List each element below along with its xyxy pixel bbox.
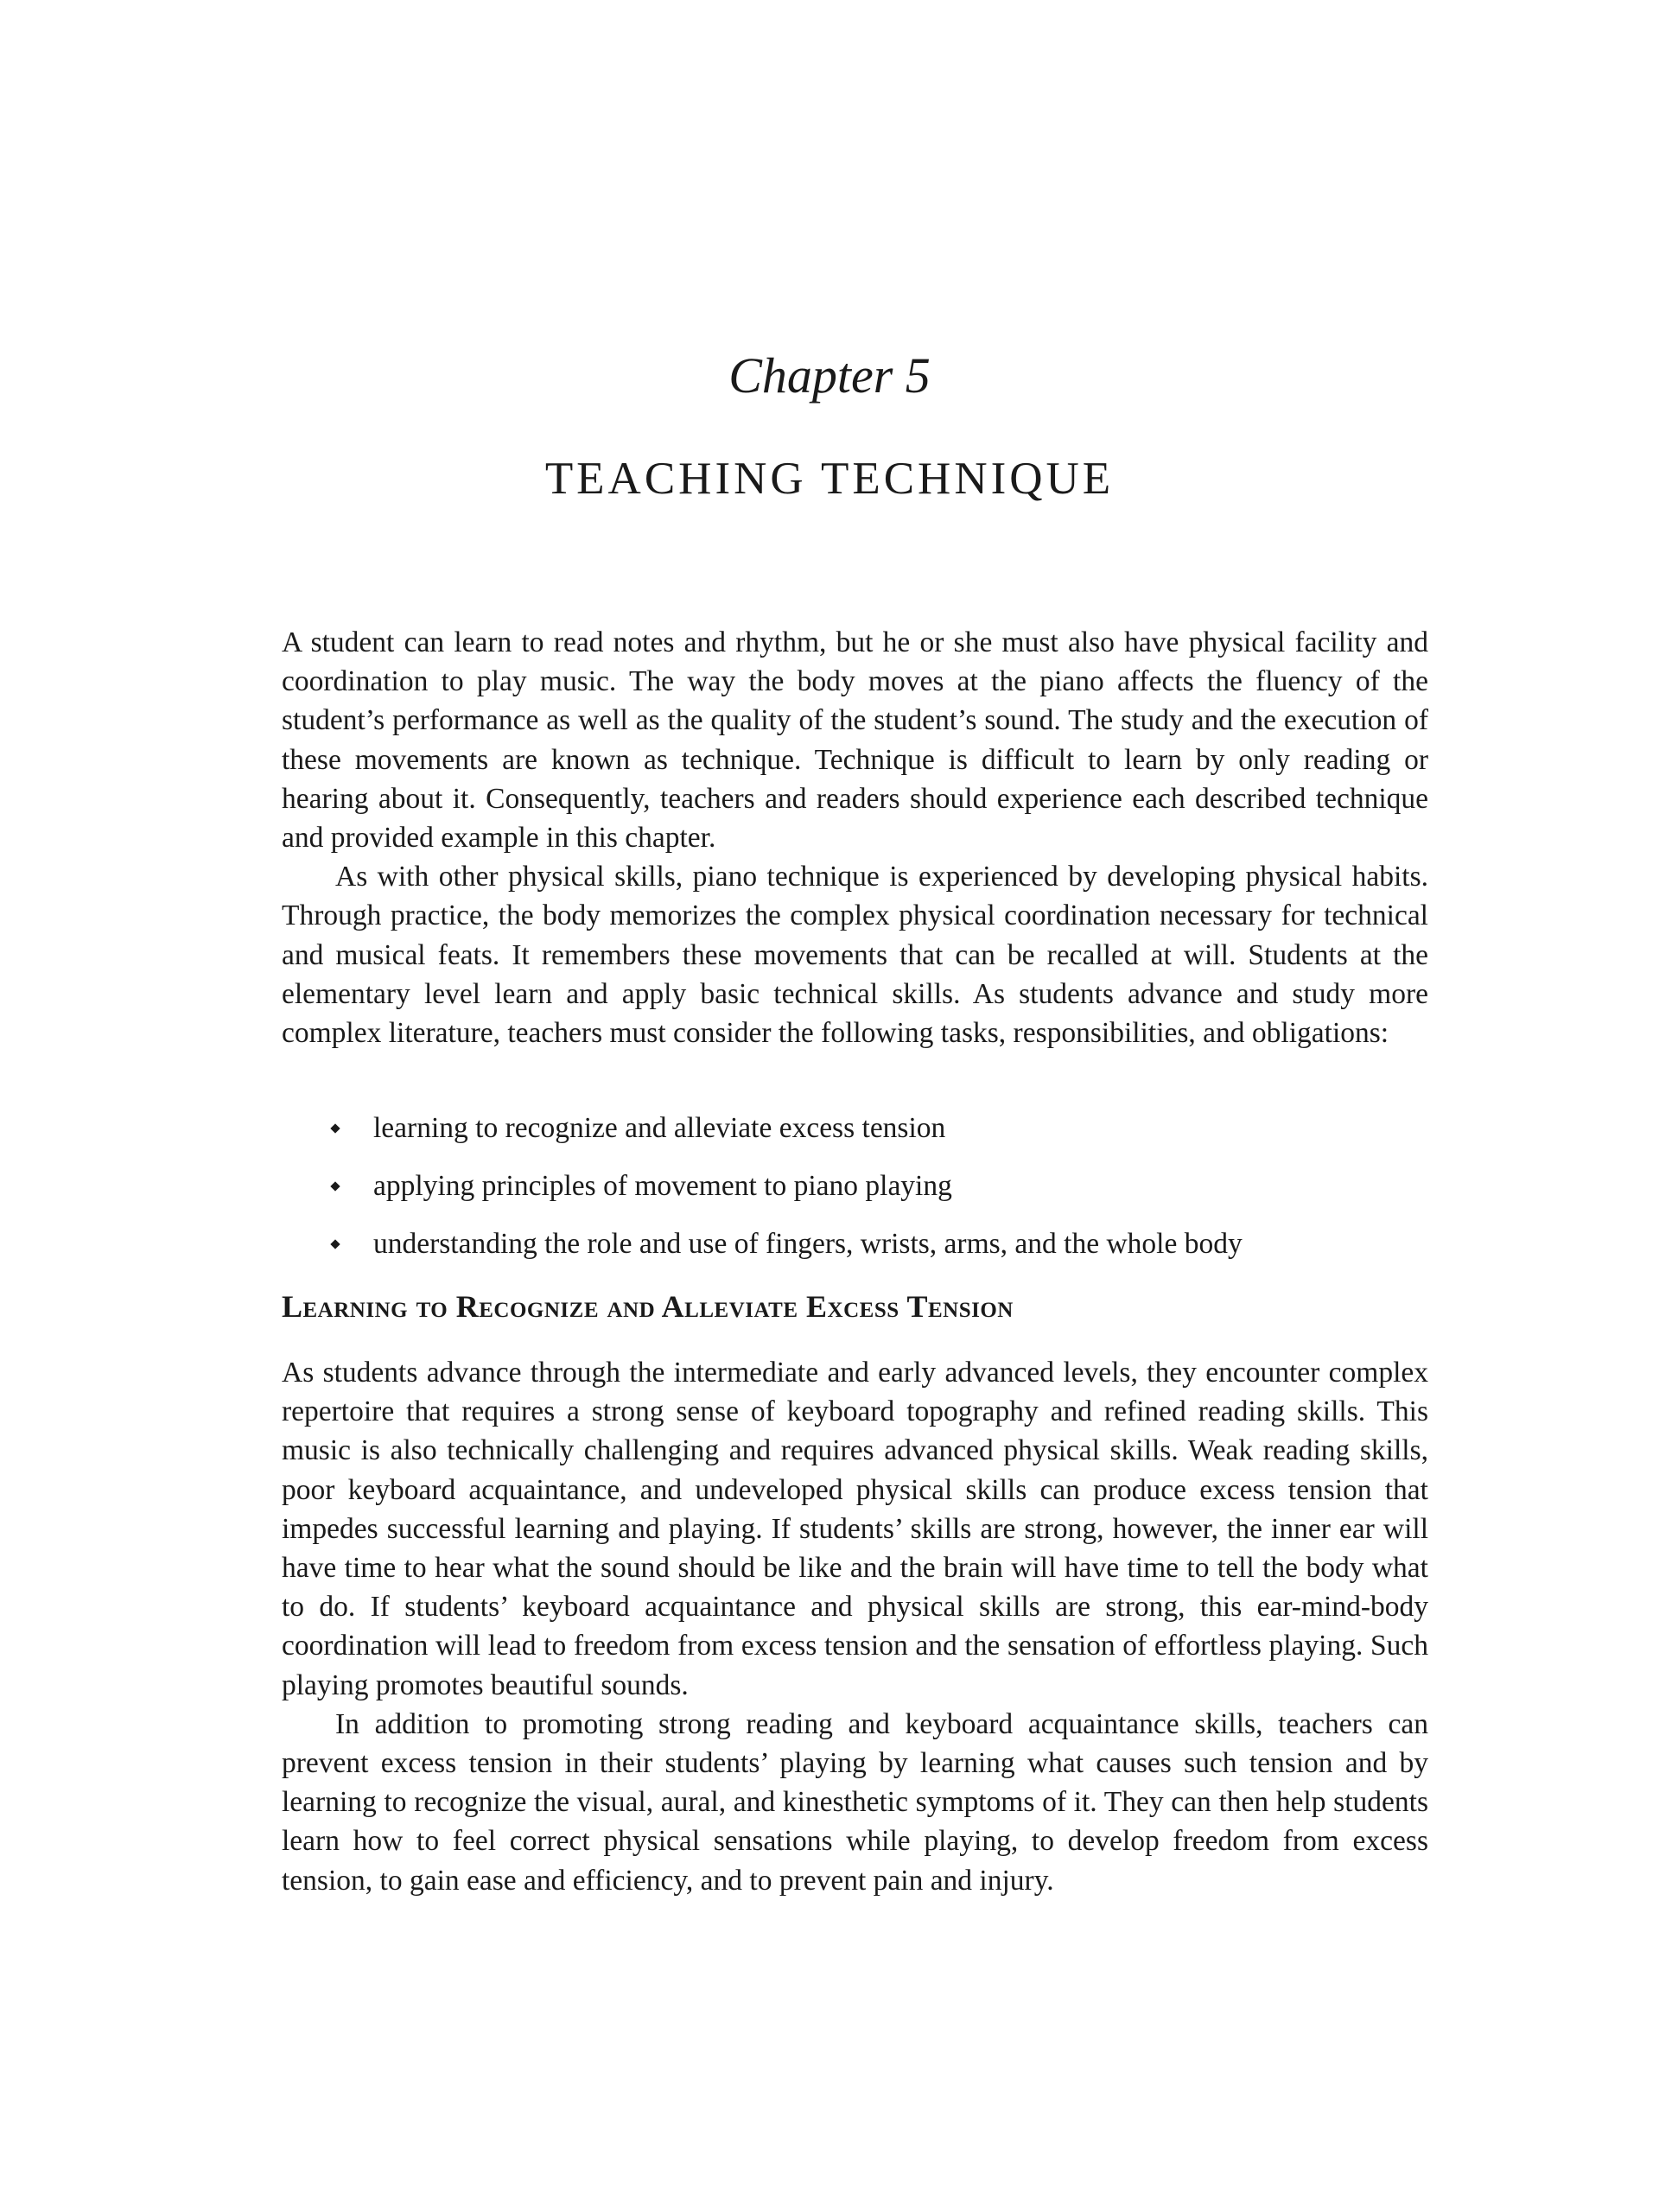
list-item — [328, 1109, 1417, 1166]
list-item-text: learning to recognize and alleviate excess tension — [373, 1112, 946, 1144]
list-item — [328, 1224, 1417, 1282]
chapter-number: Chapter 5 — [728, 347, 931, 404]
intro-paragraph: A student can learn to read notes and rhythm, but he or she must also have physical facility and coordination to play music. The way the body moves at the piano affects the fluency of the student’s performance as well as the quality of the student’s sound. The study and the execution of these movements are known as technique. Technique is difficult to learn by only reading or hearing about it. Consequently, teachers and readers should experience each described technique and provided example in this chapter. — [282, 626, 1428, 855]
list-item-text: applying principles of movement to piano playing — [373, 1170, 952, 1202]
list-item-text: understanding the role and use of fingers, wrists, arms, and the whole body — [373, 1228, 1243, 1260]
bullet-icon — [330, 1123, 340, 1133]
list-item — [328, 1166, 1417, 1224]
section-paragraph: In addition to promoting strong reading and keyboard acquaintance skills, teachers can prevent excess tension in their students’ playing by learning what causes such tension and by learning to recognize the visual, aural, and kinesthetic symptoms of it. They can then help students learn how to feel correct physical sensations while playing, to develop freedom from excess tension, to gain ease and efficiency, and to prevent pain and injury. — [282, 1707, 1428, 1897]
section-text — [282, 1353, 1428, 1900]
section-paragraph: As students advance through the intermediate and early advanced levels, they encounter complex repertoire that requires a strong sense of keyboard topography and refined reading skills. This music is also technically challenging and requires advanced physical skills. Weak reading skills, poor keyboard acquaintance, and undeveloped physical skills can produce excess tension that impedes successful learning and playing. If students’ skills are strong, however, the inner ear will have time to hear what the sound should be like and the brain will have time to tell the body what to do. If students’ keyboard acquaintance and physical skills are strong, this ear-mind-body coordination will lead to freedom from excess tension and the sensation of effortless playing. Such playing promotes beautiful sounds. — [282, 1357, 1428, 1701]
section-heading: Learning to Recognize and Alleviate Excess Tension — [282, 1289, 1014, 1324]
bullet-icon — [330, 1239, 340, 1249]
task-list — [328, 1109, 1417, 1282]
intro-text — [282, 623, 1428, 1052]
chapter-title: TEACHING TECHNIQUE — [544, 454, 1115, 504]
bullet-icon — [330, 1181, 340, 1191]
intro-paragraph: As with other physical skills, piano technique is experienced by developing physical habits. Through practice, the body memorizes the complex physical coordination necessary for technical and musical feats. It remembers these movements that can be recalled at will. Students at the elementary level learn and apply basic technical skills. As students advance and study more complex literature, teachers must consider the following tasks, responsibilities, and obligations: — [282, 861, 1428, 1050]
